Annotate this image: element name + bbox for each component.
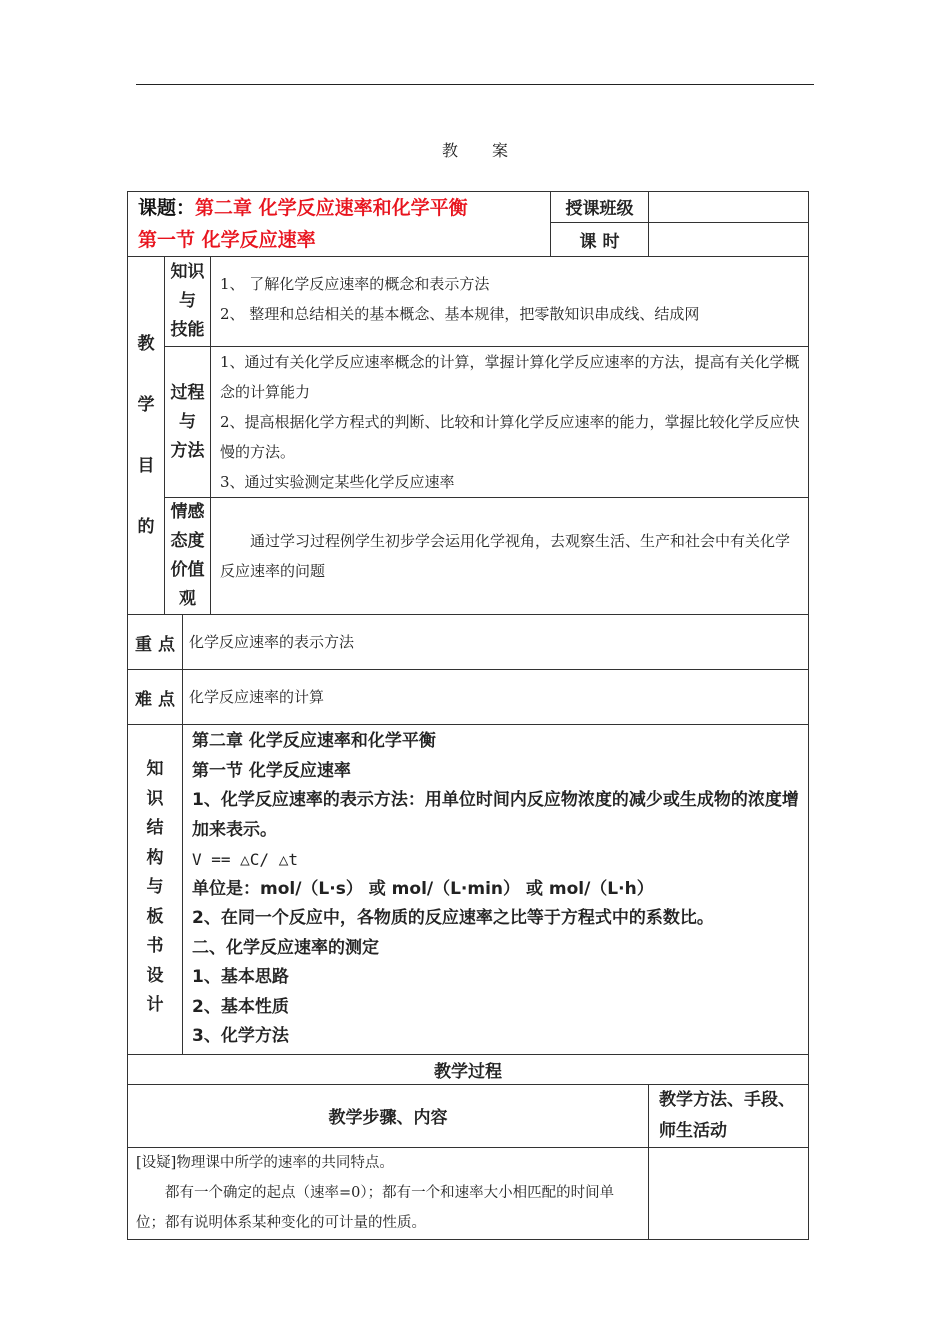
board-line: 二、化学反应速率的测定 <box>192 937 379 958</box>
board-line: 第一节 化学反应速率 <box>192 760 351 781</box>
process-item: 1、通过有关化学反应速率概念的计算，掌握计算化学反应速率的方法，提高有关化学概念的计算能力 <box>220 353 800 401</box>
key-point-label: 重 点 <box>128 615 183 670</box>
difficult-point-label: 难 点 <box>128 670 183 725</box>
teaching-process-title: 教学过程 <box>128 1054 809 1084</box>
board-line: 2、在同一个反应中，各物质的反应速率之比等于方程式中的系数比。 <box>192 908 714 928</box>
lesson-plan-table <box>127 191 809 1240</box>
inquiry-tag: [设疑] <box>136 1154 177 1171</box>
board-design-content <box>183 725 809 1055</box>
step-row <box>128 1147 649 1239</box>
period-label: 课 时 <box>551 222 649 256</box>
process-item: 2、提高根据化学方程式的判断、比较和计算化学反应速率的能力，掌握比较化学反应快慢的方法。 <box>220 413 800 461</box>
knowledge-content <box>211 257 809 347</box>
process-content <box>211 347 809 498</box>
emotion-content: 通过学习过程例学生初步学会运用化学视角，去观察生活、生产和社会中有关化学反应速率的问题 <box>211 498 809 615</box>
doc-title-char: 教 <box>441 141 458 160</box>
title-label: 课题： <box>138 197 196 219</box>
process-item: 3、通过实验测定某些化学反应速率 <box>220 473 455 491</box>
knowledge-item: 2、 整理和总结相关的基本概念、基本规律，把零散知识串成线、结成网 <box>220 305 700 323</box>
knowledge-item: 1、 了解化学反应速率的概念和表示方法 <box>220 275 490 293</box>
chapter-title: 第二章 化学反应速率和化学平衡 <box>195 197 468 219</box>
board-units: 单位是：mol/（L·s） 或 mol/（L·min） 或 mol/（L·h） <box>192 878 654 899</box>
document-title <box>0 138 950 161</box>
lesson-title-cell <box>128 192 551 257</box>
board-line: 第二章 化学反应速率和化学平衡 <box>192 731 436 751</box>
class-value <box>649 192 809 223</box>
class-label: 授课班级 <box>551 192 649 223</box>
board-line: 2、基本性质 <box>192 996 289 1017</box>
header-rule <box>136 84 814 85</box>
doc-title-char: 案 <box>492 141 509 160</box>
inquiry-question: 物理课中所学的速率的共同特点。 <box>176 1154 394 1171</box>
steps-column-header: 教学步骤、内容 <box>128 1084 649 1147</box>
knowledge-label: 知识 与 技能 <box>165 257 211 347</box>
emotion-label: 情感 态度 价值观 <box>165 498 211 615</box>
board-line: 1、基本思路 <box>192 967 289 987</box>
board-design-label: 知 识 结 构 与 板 书 设 计 <box>128 725 183 1055</box>
board-line: 3、化学方法 <box>192 1026 289 1046</box>
process-label: 过程 与 方法 <box>165 347 211 498</box>
key-point-text: 化学反应速率的表示方法 <box>183 615 809 670</box>
step-methods-cell <box>649 1147 809 1239</box>
inquiry-answer: 都有一个确定的起点（速率=0）；都有一个和速率大小相匹配的时间单位；都有说明体系某种变化的可计量的性质。 <box>136 1184 615 1231</box>
objectives-label: 教 学 目 的 <box>128 257 165 615</box>
difficult-point-text: 化学反应速率的计算 <box>183 670 809 725</box>
period-value <box>649 222 809 256</box>
methods-column-header: 教学方法、手段、师生活动 <box>649 1084 809 1147</box>
section-title: 第一节 化学反应速率 <box>138 229 316 251</box>
board-line: 1、化学反应速率的表示方法：用单位时间内反应物浓度的减少或生成物的浓度增加来表示。 <box>192 790 799 840</box>
board-formula: V == △C/ △t <box>192 850 298 869</box>
